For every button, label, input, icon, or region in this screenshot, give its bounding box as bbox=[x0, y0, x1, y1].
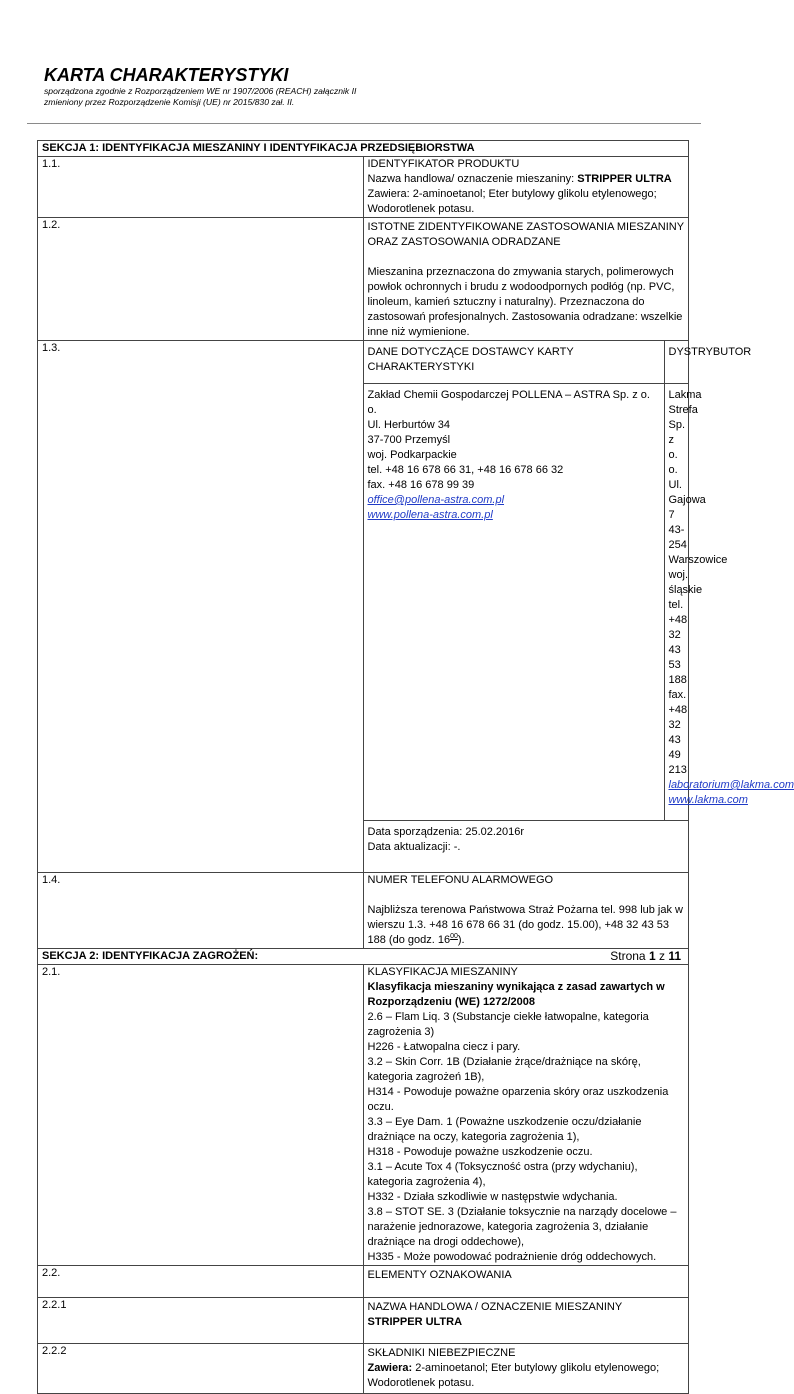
row-title: ELEMENTY OZNAKOWANIA bbox=[363, 1266, 689, 1298]
distributor-website-link[interactable]: www.lakma.com bbox=[669, 794, 748, 806]
row-number: 2.2. bbox=[38, 1266, 364, 1298]
row-1-3 bbox=[38, 341, 689, 873]
page-footer: Strona 1 z 11 bbox=[610, 949, 681, 963]
row-1-2 bbox=[38, 218, 689, 341]
supplier-email-link[interactable]: office@pollena-astra.com.pl bbox=[368, 494, 505, 506]
hazard-line: H226 - Łatwopalna ciecz i pary. bbox=[368, 1040, 685, 1055]
page-number: 1 bbox=[649, 949, 656, 963]
contains-value: 2-aminoetanol; Eter butylowy glikolu etylenowego; Wodorotlenek potasu. bbox=[368, 1362, 660, 1389]
uses-text: Mieszanina przeznaczona do zmywania starych, polimerowych powłok ochronnych i brudu z wodoodpornych podłóg (np. PVC, linoleum, kamień sztuczny i naturalny). Przeznaczona do zastosowań profesjonalnych. Zastosowania odradzane: wszelkie inne niż wymienione. bbox=[368, 265, 685, 340]
row-number: 1.1. bbox=[38, 157, 364, 218]
distributor-line: Ul. Gajowa 7 bbox=[669, 478, 685, 523]
row-title: SKŁADNIKI NIEBEZPIECZNE bbox=[368, 1346, 685, 1361]
distributor-line: fax. +48 32 43 49 213 bbox=[669, 688, 685, 778]
trade-name-line bbox=[368, 172, 685, 187]
row-title: NUMER TELEFONU ALARMOWEGO bbox=[368, 873, 685, 888]
hazard-line: 3.8 – STOT SE. 3 (Działanie toksycznie na narządy docelowe – narażenie jednorazowe, kategoria zagrożenia 3, działanie drażniące na drogi oddechowe), bbox=[368, 1205, 685, 1250]
hazard-line: 3.1 – Acute Tox 4 (Toksyczność ostra (przy wdychaniu), kategoria zagrożenia 4), bbox=[368, 1160, 685, 1190]
distributor-line: 43-254 Warszowice bbox=[669, 523, 685, 568]
supplier-block bbox=[364, 384, 665, 821]
distributor-email-link[interactable]: laboratorium@lakma.com bbox=[669, 779, 794, 791]
section-1-heading: SEKCJA 1: IDENTYFIKACJA MIESZANINY I IDENTYFIKACJA PRZEDSIĘBIORSTWA bbox=[38, 141, 689, 157]
document-subtitle-2: zmieniony przez Rozporządzenie Komisji (UE) nr 2015/830 zał. II. bbox=[44, 97, 684, 108]
row-1-1 bbox=[38, 157, 689, 218]
section-1-heading-row bbox=[38, 141, 689, 157]
distributor-line: Lakma Strefa Sp. z o. o. bbox=[669, 388, 685, 478]
page-total: 11 bbox=[668, 949, 681, 963]
dates-block bbox=[364, 821, 689, 873]
sds-table bbox=[37, 140, 689, 1394]
time-superscript: 00 bbox=[450, 933, 458, 940]
hazard-line: H335 - Może powodować podrażnienie dróg oddechowych. bbox=[368, 1250, 685, 1265]
hazard-line: H318 - Powoduje poważne uszkodzenie oczu. bbox=[368, 1145, 685, 1160]
trade-name-label: Nazwa handlowa/ oznaczenie mieszaniny: bbox=[368, 173, 578, 185]
contains-line: Zawiera: 2-aminoetanol; Eter butylowy glikolu etylenowego; Wodorotlenek potasu. bbox=[368, 187, 685, 217]
emergency-text: Najbliższa terenowa Państwowa Straż Pożarna tel. 998 lub jak w wierszu 1.3. +48 16 678 66 31 (do godz. 15.00), +48 32 43 53 188 (do godz. $16^{00}$). bbox=[368, 903, 685, 948]
row-2-2-2 bbox=[38, 1344, 689, 1394]
header-divider bbox=[27, 123, 701, 124]
row-2-1 bbox=[38, 965, 689, 1266]
contains-label: Zawiera: bbox=[368, 1362, 413, 1374]
document-header bbox=[44, 64, 684, 108]
document-subtitle-1: sporządzona zgodnie z Rozporządzeniem WE nr 1907/2006 (REACH) załącznik II bbox=[44, 86, 684, 97]
row-number: 2.2.1 bbox=[38, 1298, 364, 1344]
supplier-line: 37-700 Przemyśl bbox=[368, 433, 660, 448]
hazard-line: H314 - Powoduje poważne oparzenia skóry oraz uszkodzenia oczu. bbox=[368, 1085, 685, 1115]
row-number: 2.2.2 bbox=[38, 1344, 364, 1394]
distributor-line: woj. śląskie bbox=[669, 568, 685, 598]
supplier-line: woj. Podkarpackie bbox=[368, 448, 660, 463]
row-1-4 bbox=[38, 873, 689, 949]
row-number: 1.2. bbox=[38, 218, 364, 341]
supplier-distributor-table bbox=[364, 341, 689, 872]
supplier-line: Zakład Chemii Gospodarczej POLLENA – ASTRA Sp. z o. o. bbox=[368, 388, 660, 418]
trade-name-value: STRIPPER ULTRA bbox=[368, 1315, 685, 1330]
hazard-line: 2.6 – Flam Liq. 3 (Substancje ciekłe łatwopalne, kategoria zagrożenia 3) bbox=[368, 1010, 685, 1040]
document-title: KARTA CHARAKTERYSTYKI bbox=[44, 64, 684, 86]
row-title: IDENTYFIKATOR PRODUKTU bbox=[368, 157, 685, 172]
row-number: 1.4. bbox=[38, 873, 364, 949]
supplier-title: DANE DOTYCZĄCE DOSTAWCY KARTY CHARAKTERYSTYKI bbox=[364, 341, 665, 384]
row-number: 2.1. bbox=[38, 965, 364, 1266]
distributor-title: DYSTRYBUTOR bbox=[664, 341, 688, 384]
distributor-line: tel. +48 32 43 53 188 bbox=[669, 598, 685, 688]
date-updated: Data aktualizacji: -. bbox=[368, 840, 685, 855]
hazard-line: 3.2 – Skin Corr. 1B (Działanie żrące/drażniące na skórę, kategoria zagrożeń 1B), bbox=[368, 1055, 685, 1085]
trade-name-value: STRIPPER ULTRA bbox=[577, 173, 672, 185]
hazardous-components-line bbox=[368, 1361, 685, 1391]
section-2-heading-row bbox=[38, 949, 689, 965]
distributor-block bbox=[664, 384, 688, 821]
row-2-2-1 bbox=[38, 1298, 689, 1344]
supplier-line: fax. +48 16 678 99 39 bbox=[368, 478, 660, 493]
supplier-website-link[interactable]: www.pollena-astra.com.pl bbox=[368, 509, 493, 521]
classification-subtitle: Klasyfikacja mieszaniny wynikająca z zasad zawartych w Rozporządzeniu (WE) 1272/2008 bbox=[368, 980, 685, 1010]
row-title: KLASYFIKACJA MIESZANINY bbox=[368, 965, 685, 980]
row-title: NAZWA HANDLOWA / OZNACZENIE MIESZANINY bbox=[368, 1300, 685, 1315]
hazard-line: H332 - Działa szkodliwie w następstwie wdychania. bbox=[368, 1190, 685, 1205]
supplier-line: tel. +48 16 678 66 31, +48 16 678 66 32 bbox=[368, 463, 660, 478]
row-title: ISTOTNE ZIDENTYFIKOWANE ZASTOSOWANIA MIESZANINY ORAZ ZASTOSOWANIA ODRADZANE bbox=[368, 220, 685, 250]
row-number: 1.3. bbox=[38, 341, 364, 873]
hazard-line: 3.3 – Eye Dam. 1 (Poważne uszkodzenie oczu/działanie drażniące na oczy, kategoria zagrożenia 1), bbox=[368, 1115, 685, 1145]
row-2-2 bbox=[38, 1266, 689, 1298]
supplier-line: Ul. Herburtów 34 bbox=[368, 418, 660, 433]
date-created: Data sporządzenia: 25.02.2016r bbox=[368, 825, 685, 840]
section-2-heading: SEKCJA 2: IDENTYFIKACJA ZAGROŻEŃ: bbox=[38, 949, 689, 965]
